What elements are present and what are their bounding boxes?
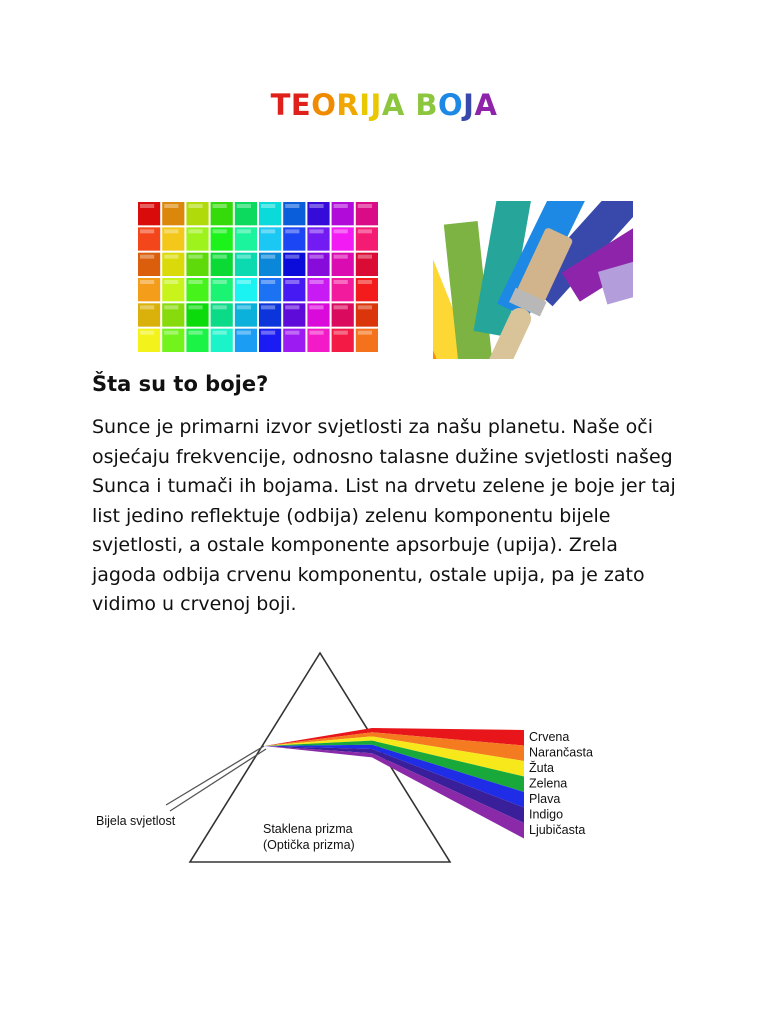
cube-highlight (237, 280, 251, 284)
cube-highlight (358, 280, 372, 284)
prism-label-line2: (Optička prizma) (263, 838, 355, 852)
cube-highlight (285, 305, 299, 309)
spectrum-label: Narančasta (529, 745, 593, 760)
cube-highlight (261, 305, 275, 309)
spectrum-label: Indigo (529, 807, 564, 822)
body-paragraph (92, 413, 682, 620)
cube-highlight (309, 229, 323, 233)
paint-swatch-brush-image (433, 201, 633, 359)
cube-highlight (213, 255, 227, 259)
cube-highlight (334, 331, 348, 335)
cube-highlight (285, 229, 299, 233)
title-letter: E (290, 88, 312, 122)
cube-highlight (237, 305, 251, 309)
paint-brush-icon (433, 201, 633, 359)
paragraph-line: list jedino reflektuje (odbija) zelenu komponentu bijele (92, 504, 611, 527)
cube-highlight (213, 331, 227, 335)
white-light-beam (166, 746, 264, 805)
spectrum-label: Plava (529, 792, 561, 806)
cube-highlight (188, 305, 202, 309)
spectrum-label: Ljubičasta (529, 823, 586, 837)
cube-highlight (285, 255, 299, 259)
title-letter: R (336, 88, 360, 122)
cube-highlight (334, 229, 348, 233)
cube-highlight (261, 255, 275, 259)
paragraph-line: osjećaju frekvencije, odnosno talasne dužine svjetlosti našeg (92, 445, 673, 468)
cube-highlight (188, 255, 202, 259)
cube-highlight (309, 305, 323, 309)
title-letter: T (270, 88, 291, 122)
prism-diagram (88, 645, 628, 870)
cube-highlight (188, 229, 202, 233)
cube-highlight (261, 331, 275, 335)
cube-highlight (334, 280, 348, 284)
title-letter: A (381, 88, 405, 122)
cube-highlight (140, 280, 154, 284)
cube-highlight (164, 255, 178, 259)
spectrum-label: Zelena (529, 776, 568, 791)
rainbow-cubes-graphic (137, 201, 379, 353)
title-letter: A (474, 88, 498, 122)
cube-highlight (285, 280, 299, 284)
title-letter: O (311, 88, 337, 122)
section-heading: Šta su to boje? (92, 372, 269, 396)
cube-highlight (309, 280, 323, 284)
rainbow-cubes-image (137, 201, 379, 353)
cube-highlight (213, 280, 227, 284)
cube-highlight (334, 305, 348, 309)
cube-highlight (164, 280, 178, 284)
cube-highlight (261, 229, 275, 233)
cube-highlight (140, 331, 154, 335)
cube-highlight (140, 229, 154, 233)
title-letter: J (463, 88, 475, 122)
cube-highlight (188, 331, 202, 335)
cube-highlight (164, 305, 178, 309)
white-light-beam (170, 749, 266, 811)
cube-highlight (188, 280, 202, 284)
paragraph-line: Sunca i tumači ih bojama. List na drvetu zelene je boje jer taj (92, 475, 676, 497)
cube-highlight (334, 204, 348, 208)
cube-highlight (164, 331, 178, 335)
paragraph-line: jagoda odbija crvenu komponentu, ostale upija, pa je zato (92, 563, 645, 586)
cube-highlight (140, 305, 154, 309)
cube-highlight (358, 331, 372, 335)
paragraph-line: vidimo u crvenoj boji. (92, 593, 297, 615)
cube-highlight (261, 280, 275, 284)
cube-highlight (164, 229, 178, 233)
paragraph-line: Sunce je primarni izvor svjetlosti za našu planetu. Naše oči (92, 416, 654, 438)
title-letter: O (437, 88, 464, 122)
cube-highlight (213, 204, 227, 208)
prism-label-line1: Staklena prizma (263, 822, 353, 836)
title-letter: I (359, 88, 371, 122)
title-letter (405, 88, 416, 122)
white-light-label: Bijela svjetlost (96, 814, 176, 828)
cube-highlight (237, 229, 251, 233)
title-letter: J (370, 88, 382, 122)
spectrum-label: Crvena (529, 730, 570, 744)
cube-highlight (188, 204, 202, 208)
cube-highlight (358, 255, 372, 259)
cube-highlight (285, 331, 299, 335)
cube-highlight (358, 305, 372, 309)
cube-highlight (140, 204, 154, 208)
cube-highlight (237, 331, 251, 335)
cube-highlight (164, 204, 178, 208)
spectrum-label: Žuta (529, 761, 555, 775)
cube-highlight (237, 255, 251, 259)
cube-highlight (261, 204, 275, 208)
cube-highlight (358, 204, 372, 208)
cube-highlight (140, 255, 154, 259)
cube-highlight (237, 204, 251, 208)
cube-highlight (285, 204, 299, 208)
cube-highlight (309, 204, 323, 208)
cube-highlight (213, 305, 227, 309)
page-title (0, 88, 768, 122)
cube-highlight (334, 255, 348, 259)
cube-highlight (358, 229, 372, 233)
title-letter: B (415, 88, 438, 122)
cube-highlight (213, 229, 227, 233)
paragraph-line: svjetlosti, a ostale komponente apsorbuje (upija). Zrela (92, 534, 618, 556)
cube-highlight (309, 331, 323, 335)
cube-highlight (309, 255, 323, 259)
